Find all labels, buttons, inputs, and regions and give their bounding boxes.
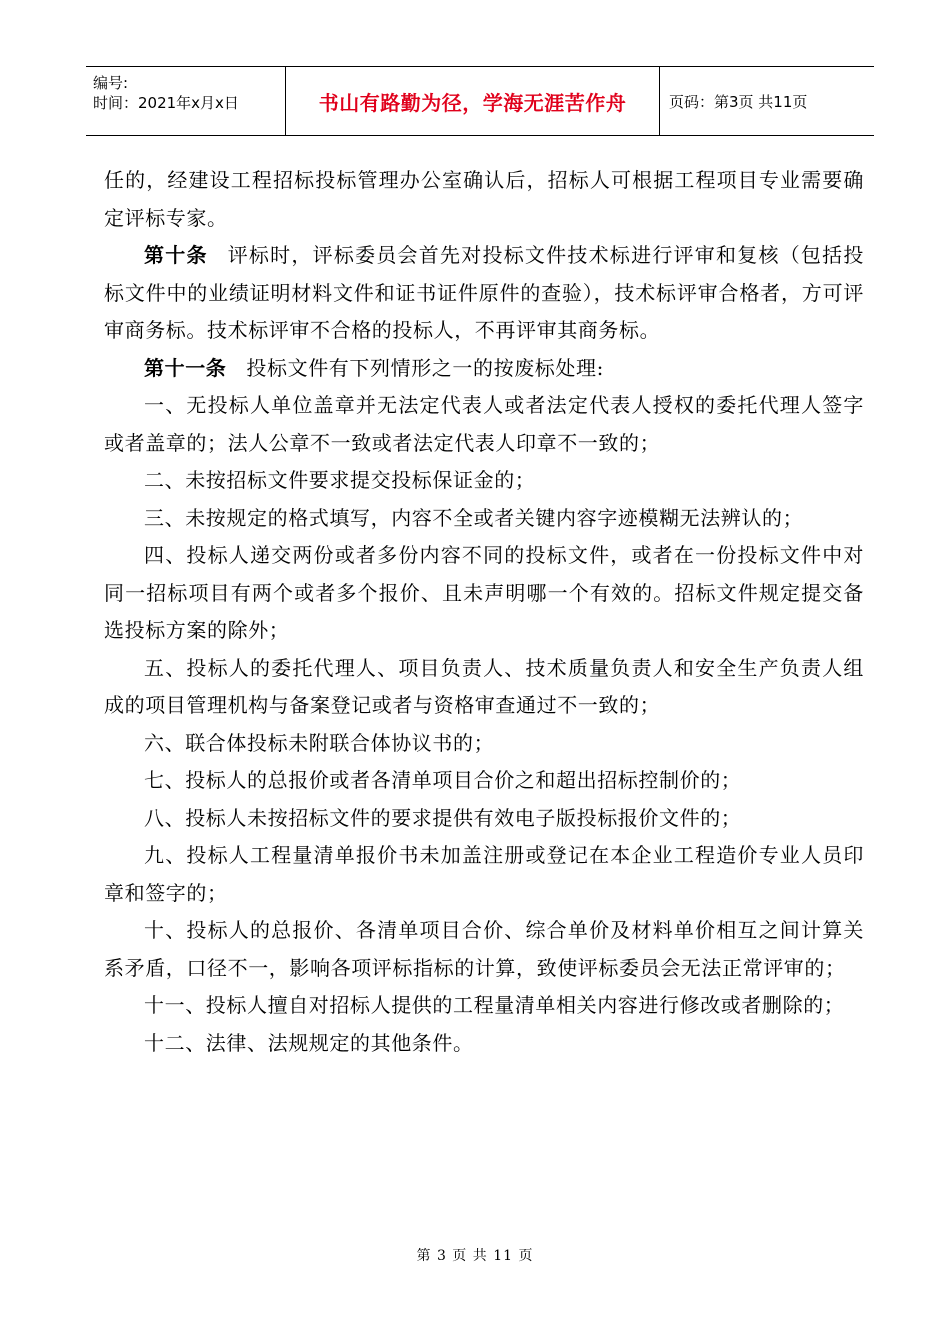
list-item xyxy=(104,987,864,1025)
document-number-label: 编号: xyxy=(93,74,129,92)
list-item xyxy=(104,387,864,462)
paragraph-text: 五、投标人的委托代理人、项目负责人、技术质量负责人和安全生产负责人组成的项目管理机构与备案登记或者与资格审查通过不一致的； xyxy=(104,655,864,717)
paragraph-text: 四、投标人递交两份或者多份内容不同的投标文件，或者在一份投标文件中对同一招标项目有两个或者多个报价、且未声明哪一个有效的。招标文件规定提交备选投标方案的除外； xyxy=(104,543,864,642)
paragraph-text: 二、未按招标文件要求提交投标保证金的； xyxy=(144,468,536,492)
list-item xyxy=(104,912,864,987)
paragraph-text: 十、投标人的总报价、各清单项目合价、综合单价及材料单价相互之间计算关系矛盾，口径不一，影响各项评标指标的计算，致使评标委员会无法正常评审的； xyxy=(104,918,864,980)
paragraph-text: 评标时，评标委员会首先对投标文件技术标进行评审和复核（包括投标文件中的业绩证明材料文件和证书证件原件的查验），技术标评审合格者，方可评审商务标。技术标评审不合格的投标人，不再评审其商务标。 xyxy=(104,243,864,342)
list-item xyxy=(104,837,864,912)
header-motto: 书山有路勤为径，学海无涯苦作舟 xyxy=(286,67,660,135)
list-item xyxy=(104,725,864,763)
article-11 xyxy=(104,350,864,388)
article-title: 第十条 xyxy=(144,243,208,267)
header-meta-cell xyxy=(86,67,286,135)
list-item xyxy=(104,500,864,538)
paragraph-text: 任的，经建设工程招标投标管理办公室确认后，招标人可根据工程项目专业需要确定评标专家。 xyxy=(104,168,864,230)
list-item xyxy=(104,800,864,838)
paragraph-text: 三、未按规定的格式填写，内容不全或者关键内容字迹模糊无法辨认的； xyxy=(144,505,804,530)
paragraph-text: 九、投标人工程量清单报价书未加盖注册或登记在本企业工程造价专业人员印章和签字的； xyxy=(104,843,864,905)
document-body xyxy=(104,162,864,1062)
article-title: 第十一条 xyxy=(144,355,227,380)
paragraph-text: 十一、投标人擅自对招标人提供的工程量清单相关内容进行修改或者删除的； xyxy=(144,993,845,1017)
paragraph-text: 投标文件有下列情形之一的按废标处理: xyxy=(246,355,604,380)
page-footer: 第 3 页 共 11 页 xyxy=(416,1248,534,1264)
paragraph-text: 十二、法律、法规规定的其他条件。 xyxy=(144,1030,474,1055)
paragraph-text: 七、投标人的总报价或者各清单项目合价之和超出招标控制价的； xyxy=(144,768,742,792)
list-item xyxy=(104,462,864,500)
paragraph xyxy=(104,162,864,237)
article-10 xyxy=(104,237,864,350)
list-item xyxy=(104,537,864,650)
list-item xyxy=(104,1025,864,1063)
list-item xyxy=(104,650,864,725)
paragraph-text: 八、投标人未按招标文件的要求提供有效电子版投标报价文件的； xyxy=(144,805,742,830)
header-page-label: 页码：第3页 共11页 xyxy=(669,92,808,111)
list-item xyxy=(104,762,864,800)
paragraph-text: 一、无投标人单位盖章并无法定代表人或者法定代表人授权的委托代理人签字或者盖章的；法人公章不一致或者法定代表人印章不一致的； xyxy=(104,393,864,455)
document-time-label: 时间：2021年x月x日 xyxy=(93,94,239,112)
paragraph-text: 六、联合体投标未附联合体协议书的； xyxy=(144,730,495,755)
page-header xyxy=(86,66,874,136)
